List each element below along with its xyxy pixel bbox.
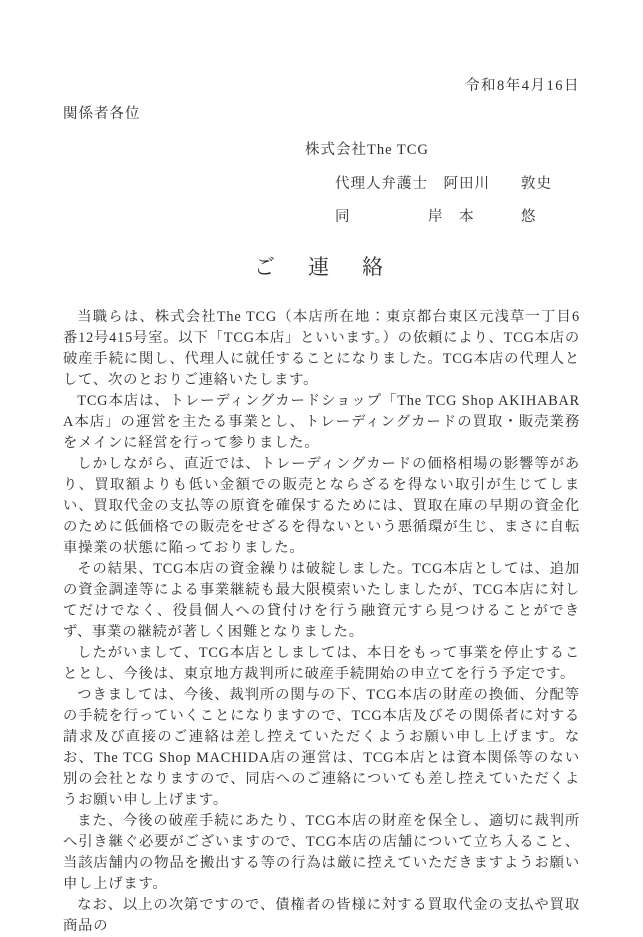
paragraph-business-stop: したがいまして、TCG本店としましては、本日をもって事業を停止することとし、今後は、東京地方裁判所に破産手続開始の申立てを行う予定です。 [63,645,580,682]
paragraph-contact-request: つきましては、今後、裁判所の関与の下、TCG本店の財産の換価、分配等の手続を行っていくことになりますので、TCG本店及びその関係者に対する請求及び直接のご連絡は差し控えていただくようお願い申し上げます。なお、The TCG Shop MACHIDA店の運営は、TCG本店とは資本関係等のない別の会社となりますので、同店へのご連絡についても差し控えていただくようお願い申し上げます。 [63,687,580,808]
paragraph-business-description: TCG本店は、トレーディングカードショップ「The TCG Shop AKIHABARA本店」の運営を主たる事業とし、トレーディングカードの買取・販売業務をメインに経営を行って参りました。 [63,393,580,451]
recipient: 関係者各位 [63,106,141,122]
sender-company-name: 株式会社The TCG [305,142,429,158]
paragraph-asset-preservation: また、今後の破産手続にあたり、TCG本店の財産を保全し、適切に裁判所へ引き継ぐ必要がございますので、TCG本店の店舗について立ち入ること、当該店舗内の物品を搬出する等の行為は厳に控えていただきますようお願い申し上げます。 [63,813,580,892]
document-body [63,307,580,937]
paragraph-financial-collapse: その結果、TCG本店の資金繰りは破綻しました。TCG本店としては、追加の資金調達等による事業継続も最大限模索いたしましたが、TCG本店に対してだけでなく、役員個人への貸付けを行う融資元すら見つけることができず、事業の継続が著しく困難となりました。 [63,561,580,640]
paragraph-intro: 当職らは、株式会社The TCG（本店所在地：東京都台東区元浅草一丁目6番12号415号室。以下「TCG本店」といいます。）の依頼により、TCG本店の破産手続に関し、代理人に就任することになりました。TCG本店の代理人として、次のとおりご連絡いたします。 [63,309,580,388]
paragraph-creditors-note: なお、以上の次第ですので、債権者の皆様に対する買取代金の支払や買取商品の [63,897,580,934]
sender-attorney-1: 代理人弁護士 阿田川 敦史 [335,176,552,192]
document-title: ご 連 絡 [254,255,389,279]
sender-attorney-2: 同 岸 本 悠 [335,209,537,225]
sender-block [63,140,580,227]
paragraph-market-conditions: しかしながら、直近では、トレーディングカードの価格相場の影響等があり、買取額よりも低い金額での販売とならざるを得ない取引が生じてしまい、買取代金の支払等の原資を確保するためには、買取在庫の早期の資金化のために低価格での販売をせざるを得ないという悪循環が生じ、まさに自転車操業の状態に陥っておりました。 [63,456,580,556]
document-date: 令和8年4月16日 [465,78,580,94]
